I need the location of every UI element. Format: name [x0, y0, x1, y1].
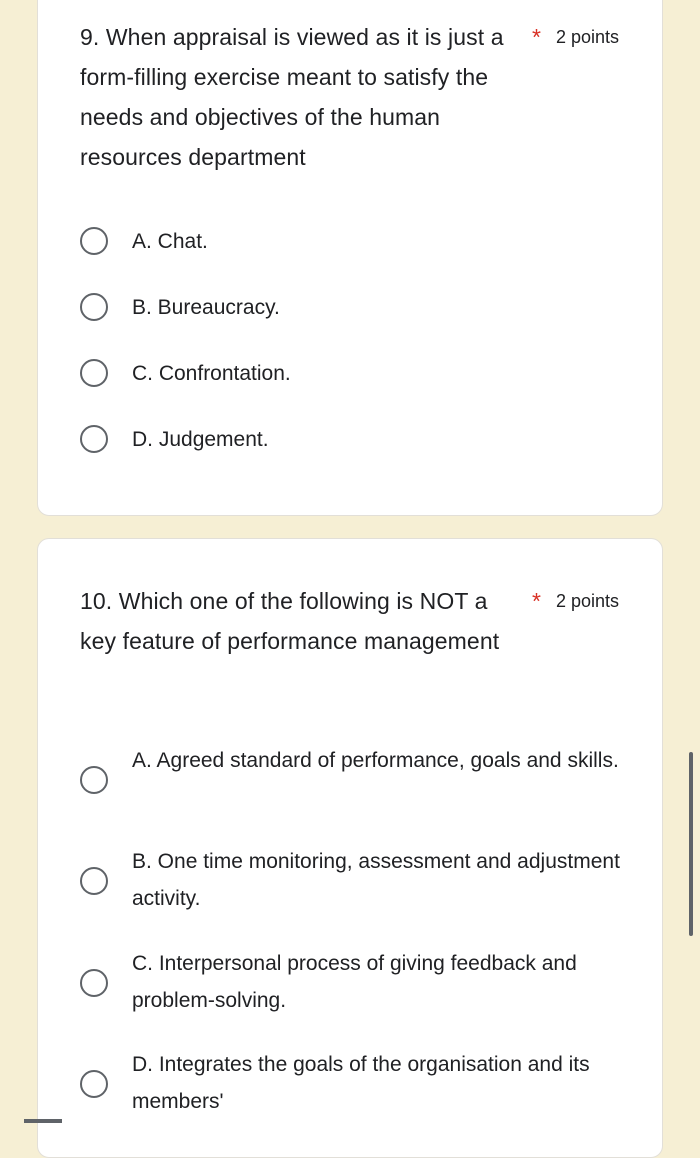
option-label: D. Integrates the goals of the organisation and its members' [132, 1053, 590, 1113]
radio-button[interactable] [80, 1070, 108, 1098]
question-title: 9. When appraisal is viewed as it is just a form-filling exercise meant to satisfy the needs and objectives of the human resources department [80, 24, 504, 170]
option-b[interactable] [80, 843, 642, 923]
option-label: B. One time monitoring, assessment and adjustment activity. [132, 850, 620, 910]
radio-button[interactable] [80, 425, 108, 453]
option-label: B. Bureaucracy. [132, 296, 280, 319]
question-card-10 [37, 538, 663, 1158]
option-label: A. Chat. [132, 230, 208, 253]
option-c[interactable] [80, 945, 642, 1025]
radio-button[interactable] [80, 227, 108, 255]
radio-button[interactable] [80, 867, 108, 895]
bottom-indicator [24, 1119, 62, 1123]
radio-button[interactable] [80, 293, 108, 321]
required-asterisk: * [532, 24, 541, 50]
option-label: C. Confrontation. [132, 362, 291, 385]
question-title: 10. Which one of the following is NOT a key feature of performance management [80, 588, 500, 654]
radio-button[interactable] [80, 359, 108, 387]
question-card-9 [37, 0, 663, 516]
radio-button[interactable] [80, 766, 108, 794]
option-label: A. Agreed standard of performance, goals and skills. [132, 749, 619, 772]
question-header [80, 17, 648, 177]
required-asterisk: * [532, 588, 541, 614]
points-label: 2 points [556, 27, 620, 47]
scrollbar[interactable] [689, 752, 693, 936]
option-d[interactable] [80, 1046, 642, 1126]
option-a[interactable] [80, 742, 642, 822]
radio-button[interactable] [80, 969, 108, 997]
option-label: C. Interpersonal process of giving feedback and problem-solving. [132, 952, 577, 1012]
points-label: 2 points [556, 591, 620, 611]
question-header [80, 581, 648, 661]
option-label: D. Judgement. [132, 428, 269, 451]
